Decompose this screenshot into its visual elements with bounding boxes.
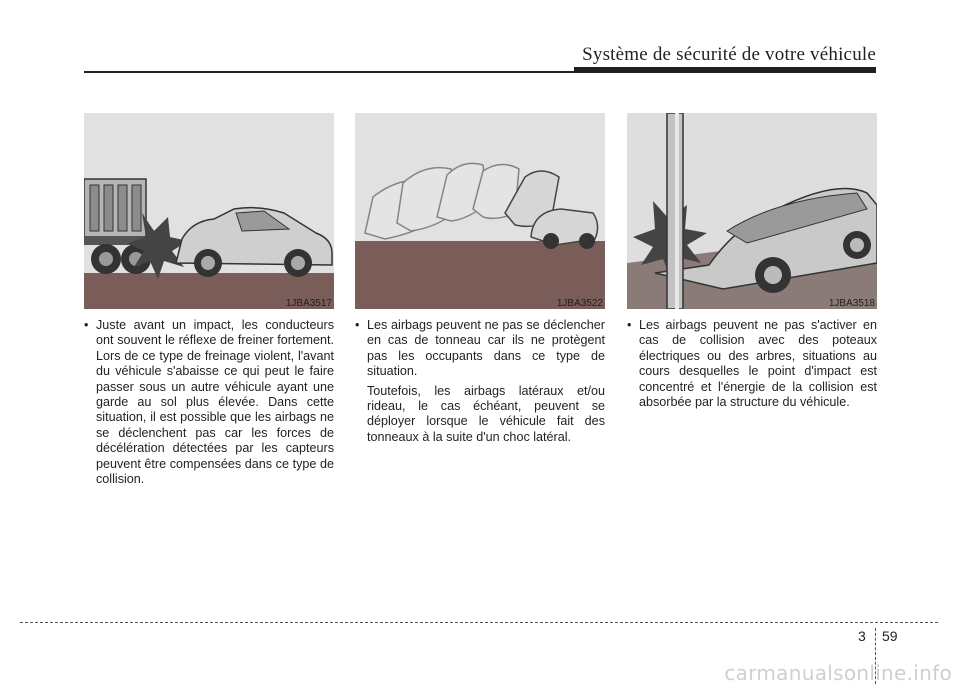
- rear-collision-truck-illustration: [84, 113, 334, 309]
- bullet-text: Les airbags peuvent ne pas se déclencher en cas de tonneau car ils ne protègent pas les occupants dans ce type de situation.: [367, 318, 605, 379]
- text-column-1: [84, 318, 334, 487]
- figure-rear-collision: [84, 113, 334, 309]
- figure-code: 1JBA3517: [285, 298, 332, 309]
- paragraph: Toutefois, les airbags latéraux et/ou rideau, le cas échéant, peuvent se déployer lorsque le véhicule fait des tonneaux à la suite d'un choc latéral.: [367, 383, 605, 444]
- page-header-title: Système de sécurité de votre véhicule: [582, 44, 876, 65]
- bullet-item: [627, 318, 877, 410]
- bullet-dot: •: [84, 318, 89, 332]
- page-number: 59: [882, 628, 898, 644]
- vehicle-rollover-illustration: [355, 113, 605, 309]
- text-column-2: [355, 318, 605, 445]
- bullet-dot: •: [355, 318, 360, 332]
- pole-collision-illustration: [627, 113, 877, 309]
- bullet-item: [355, 318, 605, 380]
- section-number: 3: [858, 628, 866, 644]
- figure-code: 1JBA3522: [556, 298, 603, 309]
- figure-pole-collision: [627, 113, 877, 309]
- watermark: carmanualsonline.info: [724, 661, 952, 685]
- bullet-text: Les airbags peuvent ne pas s'activer en cas de collision avec des poteaux électriques ou des arbres, situations au cours desquelles le point d'impact est concentré et l'énergie de la collision est absorbée par la structure du véhicule.: [639, 318, 877, 410]
- figure-rollover: [355, 113, 605, 309]
- bullet-text: Juste avant un impact, les conducteurs ont souvent le réflexe de freiner fortement. Lors de ce type de freinage violent, l'avant du véhicule s'abaisse ce qui peut le faire passer sous un autre véhicule ayant une garde au sol plus élevée. Dans cette situation, il est possible que les airbags ne se déclenchent pas car les forces de décélération détectées par les capteurs peuvent être compensées dans ce type de collision.: [96, 318, 334, 487]
- footer-divider: [20, 622, 938, 623]
- text-column-3: [627, 318, 877, 410]
- header-rule: [84, 71, 576, 73]
- figure-code: 1JBA3518: [828, 298, 875, 309]
- header-rule-accent: [574, 67, 876, 73]
- bullet-item: [84, 318, 334, 487]
- bullet-dot: •: [627, 318, 632, 332]
